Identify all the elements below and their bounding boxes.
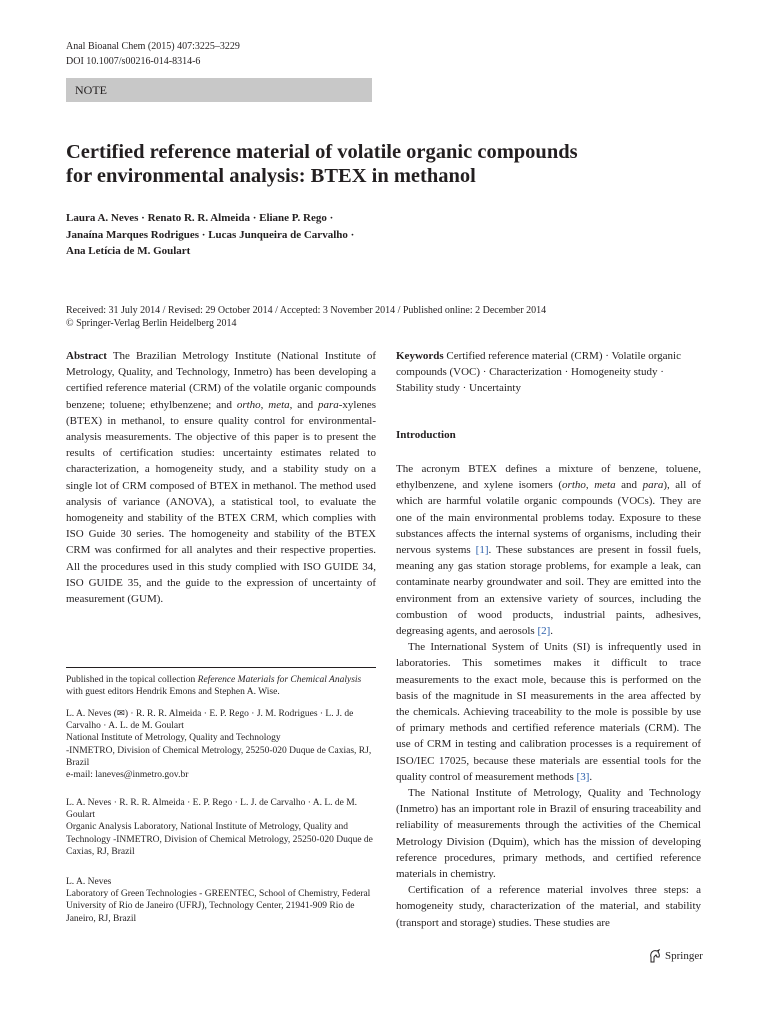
footnote-text: Published in the topical collection — [66, 675, 198, 685]
intro-italic: meta — [594, 479, 616, 492]
intro-text: . These substances are present in fossil fuels, meaning any gas station storage problems, for example a leak, can contaminate nearby groundwater and soil. They are emitted into the environment from an extensive variety of sources, including the combustion of wood products, industrial paints, adhesives, degreasing agents, and aerosols — [396, 544, 701, 638]
article-type-banner — [66, 78, 372, 102]
abstract-text: The Brazilian Metrology Institute (National Institute of Metrology, Quality, and Technology, Inmetro) has been developing a certified reference material (CRM) of the volatile organic compounds benzene; toluene; ethylbenzene; and — [66, 350, 376, 411]
introduction-body — [396, 461, 701, 931]
received-dates: Received: 31 July 2014 / Revised: 29 October 2014 / Accepted: 3 November 2014 / Published online: 2 December 2014 — [66, 305, 547, 316]
intro-text: . — [550, 625, 554, 638]
footnote-rule — [66, 667, 376, 668]
author-line-3: Ana Letícia de M. Goulart — [66, 245, 191, 257]
author-list — [66, 210, 706, 260]
intro-paragraph-1 — [396, 461, 701, 639]
citation-link[interactable]: [3] — [576, 770, 590, 783]
intro-italic: ortho — [562, 479, 586, 492]
abstract-text: -xylenes (BTEX) in methanol, to ensure quality control for environmental-analysis measurements. The objective of this paper is to present the results of certification studies: uncertainty estimates related to characterization, a homogeneity study, and a stability study on a single lot of CRM composed of BTEX in methanol. The method used analysis of variance (ANOVA), a statistical tool, to evaluate the homogeneity and stability of the BTEX CRM, which complies with ISO Guide 30 series. The homogeneity and stability of the BTEX CRM was confirmed for all analytes and their respective properties. All the procedures used in this study complied with ISO GUIDE 34, ISO GUIDE 35, and the guide to the expression of uncertainty of measurement (GUM). — [66, 398, 377, 606]
intro-text: and — [615, 479, 643, 492]
keywords-label: Keywords — [396, 350, 444, 362]
footnote-text: with guest editors Hendrik Emons and Stephen A. Wise. — [66, 687, 280, 698]
keywords — [396, 348, 701, 397]
affiliation-3 — [66, 876, 376, 925]
abstract-text: , and — [289, 398, 318, 411]
section-heading-introduction: Introduction — [396, 429, 456, 441]
affiliation-institution: -INMETRO, Division of Chemical Metrology, 25250-020 Duque de Caxias, RJ, Brazil — [66, 745, 372, 768]
affiliation-1 — [66, 708, 376, 781]
doi: DOI 10.1007/s00216-014-8314-6 — [66, 56, 201, 67]
intro-paragraph-2 — [396, 639, 701, 785]
intro-text: . — [589, 770, 593, 783]
intro-paragraph-3: The National Institute of Metrology, Quality and Technology (Inmetro) has an important role in Brazil of ensuring traceability and reliability of measurements through the activities of the Chemical Metrology Division (Dquim), which has the mission of developing reference procedures, primary methods, and certified reference materials in chemistry. — [396, 787, 701, 881]
publication-history — [66, 304, 546, 330]
paper-title — [66, 140, 706, 188]
keywords-text: Certified reference material (CRM) · Volatile organic compounds (VOC) · Characterization · Homogeneity study · Stability study · Uncertainty — [396, 350, 681, 395]
intro-text: The International System of Units (SI) is infrequently used in laboratories. This sometimes makes it difficult to trace measurements to the exact mole, because this is performed on the basis of the magnitude in SI measurements in the area affected by the chemicals. Achieving traceability to the mole is possible by use of primary methods and certified reference materials (CRM). The use of CRM in testing and calibration processes is a requirement of ISO/IEC 17025, because these materials are essential tools for the quality control of measurement methods — [396, 641, 701, 783]
abstract-italic: para — [317, 398, 339, 411]
contact-email[interactable]: e-mail: laneves@inmetro.gov.br — [66, 770, 189, 781]
copyright-line: © Springer-Verlag Berlin Heidelberg 2014 — [66, 318, 237, 329]
article-type-label: NOTE — [75, 83, 107, 97]
publisher-name: Springer — [665, 950, 703, 962]
abstract-italic: meta — [268, 398, 290, 411]
affiliation-authors: L. A. Neves (✉) · R. R. R. Almeida · E. P. Rego · J. M. Rodrigues · L. J. de Carvalho · A. L. de M. Goulart — [66, 709, 354, 732]
author-line-1: Laura A. Neves · Renato R. R. Almeida · Eliane P. Rego · — [66, 212, 334, 224]
author-line-2: Janaína Marques Rodrigues · Lucas Junqueira de Carvalho · — [66, 228, 355, 241]
journal-citation: Anal Bioanal Chem (2015) 407:3225–3229 — [66, 41, 240, 52]
affiliation-2 — [66, 797, 376, 858]
springer-horse-icon — [648, 949, 661, 963]
affiliation-institution: Organic Analysis Laboratory, National Institute of Metrology, Quality and Technology -INMETRO, Division of Chemical Metrology, 25250-020 Duque de Caxias, RJ, Brazil — [66, 822, 373, 857]
affiliation-authors: L. A. Neves · R. R. R. Almeida · E. P. Rego · L. J. de Carvalho · A. L. de M. Goulart — [66, 798, 358, 821]
abstract-italic: ortho — [236, 398, 261, 411]
topical-collection-note — [66, 674, 376, 698]
affiliation-authors: L. A. Neves — [66, 877, 112, 887]
intro-text: ), all of which are harmful volatile organic compounds (VOCs). They are one of the main environmental problems today. Exposure to these substances affects the internal systems of organisms, including their nervous systems — [396, 479, 702, 557]
abstract-text: , — [260, 398, 269, 411]
intro-paragraph-4: Certification of a reference material involves three steps: a homogeneity study, characterization of the material, and stability (transport and storage) studies. These studies are — [396, 884, 701, 929]
intro-italic: para — [642, 479, 664, 492]
publisher-logo — [648, 949, 703, 963]
affiliation-institution: National Institute of Metrology, Quality and Technology — [66, 733, 281, 744]
affiliation-institution: Laboratory of Green Technologies - GREENTEC, School of Chemistry, Federal University of Rio de Janeiro (UFRJ), Technology Center, 21941-909 Rio de Janeiro, RJ, Brazil — [66, 889, 371, 924]
intro-text: , — [585, 479, 595, 492]
abstract — [66, 348, 376, 607]
abstract-label: Abstract — [66, 350, 107, 362]
citation-link[interactable]: [1] — [475, 544, 489, 557]
intro-text: The acronym BTEX defines a mixture of benzene, toluene, ethylbenzene, and xylene isomers ( — [396, 463, 701, 492]
title-line-2: for environmental analysis: BTEX in methanol — [66, 165, 476, 187]
citation-link[interactable]: [2] — [537, 625, 551, 638]
collection-title: Reference Materials for Chemical Analysis — [197, 675, 362, 685]
title-line-1: Certified reference material of volatile organic compounds — [66, 141, 578, 163]
